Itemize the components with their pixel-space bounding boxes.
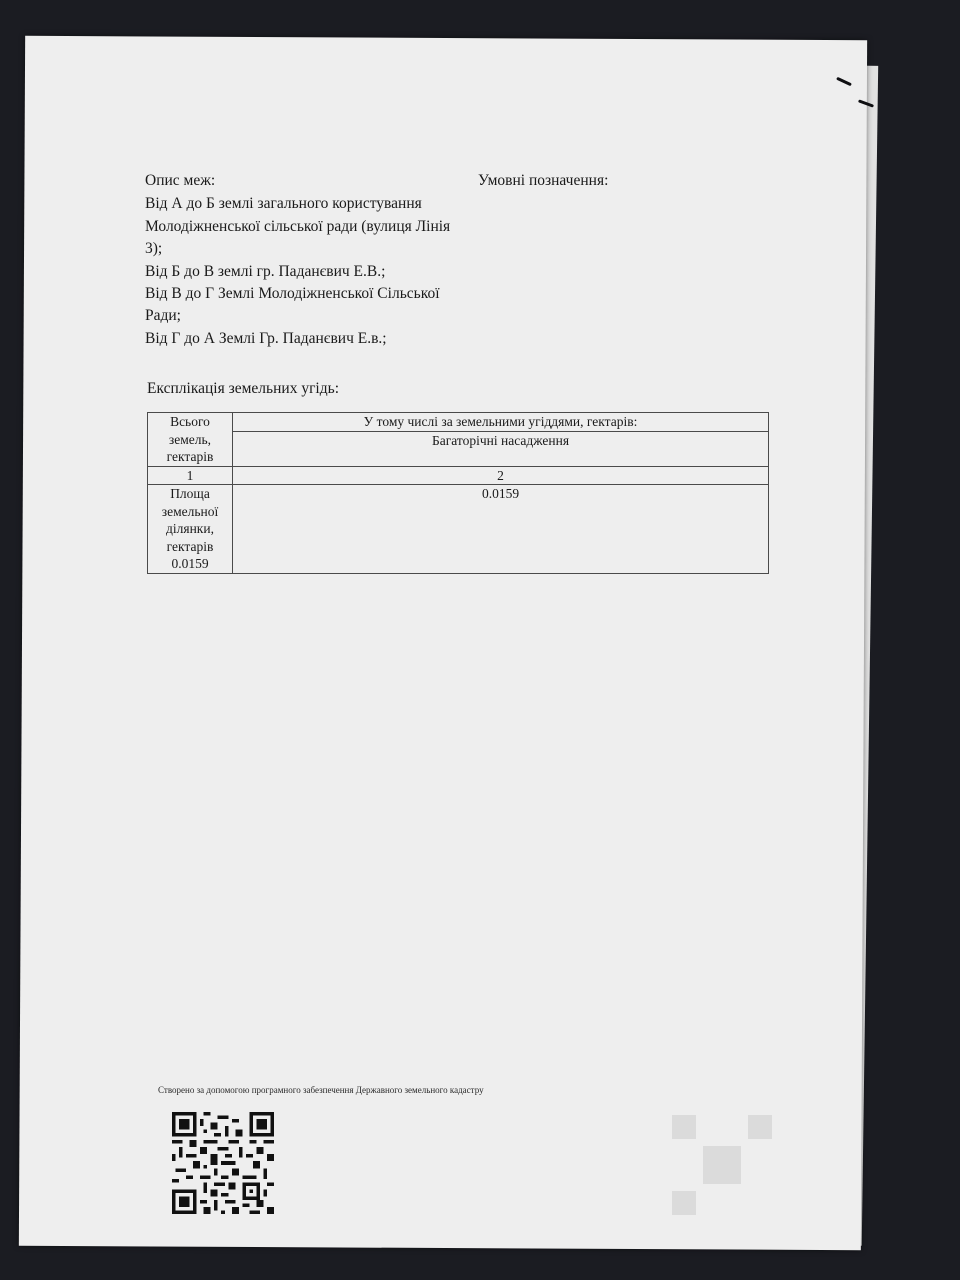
group-header: У тому числі за земельними угіддями, гектарів: — [233, 413, 769, 432]
explication-heading: Експлікація земельних угідь: — [147, 380, 339, 397]
boundary-line: Від Б до В землі гр. Паданєвич Е.В.; — [145, 262, 386, 280]
area-total: 0.0159 — [171, 556, 209, 571]
total-land-header: Всього земель, гектарів — [148, 413, 233, 467]
area-label: Площа земельної ділянки, гектарів — [161, 486, 219, 554]
qr-code-bleedthrough — [672, 1115, 772, 1215]
boundary-line: Ради; — [145, 307, 181, 325]
boundary-line: Від А до Б землі загального користування — [145, 195, 422, 213]
explication-table — [147, 412, 769, 574]
boundary-description — [145, 170, 485, 350]
perennial-plantings-value: 0.0159 — [233, 485, 769, 574]
footer-created-with: Створено за допомогою програмного забезпечення Державного земельного кадастру — [158, 1085, 484, 1095]
legend-heading: Умовні позначення: — [478, 172, 609, 189]
area-cell — [148, 485, 233, 574]
boundary-heading: Опис меж: — [145, 172, 216, 189]
boundary-line: Від Г до А Землі Гр. Паданєвич Е.в.; — [145, 329, 387, 347]
boundary-line: 3); — [145, 240, 163, 258]
perennial-plantings-header: Багаторічні насадження — [233, 431, 769, 466]
column-number: 2 — [233, 466, 769, 485]
boundary-line: Від В до Г Землі Молодіжненської Сільської — [145, 285, 440, 303]
column-number: 1 — [148, 466, 233, 485]
boundary-line: Молодіжненської сільської ради (вулиця Лінія — [145, 217, 451, 235]
qr-code — [172, 1112, 274, 1214]
